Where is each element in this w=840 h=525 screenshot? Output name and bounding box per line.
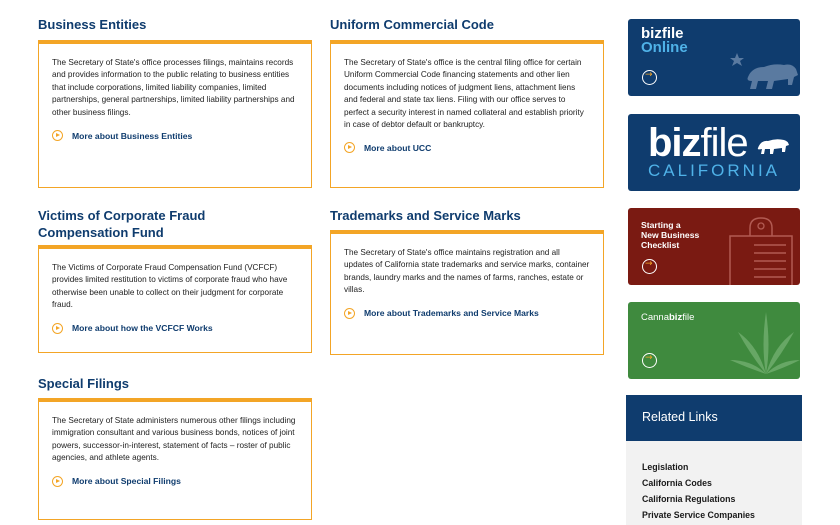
more-trademarks-label: More about Trademarks and Service Marks xyxy=(364,308,539,319)
bizfile-california-word-light: file xyxy=(700,121,748,165)
more-special-filings-label: More about Special Filings xyxy=(72,476,181,487)
more-ucc-label: More about UCC xyxy=(364,142,432,153)
arrow-circle-icon xyxy=(642,353,657,368)
cannabizfile-post: file xyxy=(682,312,695,323)
related-links-list xyxy=(626,441,802,525)
bizfile-online-tile[interactable] xyxy=(628,19,800,96)
ucc-section xyxy=(330,16,494,33)
bizfile-california-tile[interactable] xyxy=(628,114,800,191)
bizfile-california-logo xyxy=(648,122,748,164)
related-link-private-service-companies[interactable]: Private Service Companies xyxy=(642,510,755,520)
arrow-circle-icon xyxy=(642,259,657,274)
more-trademarks-link[interactable] xyxy=(344,308,590,319)
cannabizfile-bold: biz xyxy=(669,312,683,323)
special-filings-section xyxy=(38,375,129,392)
more-business-entities-link[interactable] xyxy=(52,130,298,141)
play-circle-icon xyxy=(344,142,355,153)
checklist-tile[interactable] xyxy=(628,208,800,285)
business-entities-text: The Secretary of State's office processes filings, maintains records and provides information to the public relating to business entities that include corporations, limited liability companies, limited partnerships, general partnerships, limited liability partnerships and other business filings. xyxy=(52,58,295,117)
clipboard-icon xyxy=(726,214,796,285)
vcfcf-section xyxy=(38,207,298,241)
california-bear-icon xyxy=(728,49,800,96)
business-entities-section xyxy=(38,16,146,33)
related-links-heading: Related Links xyxy=(626,395,802,441)
bizfile-california-sub: CALIFORNIA xyxy=(648,161,781,180)
more-special-filings-link[interactable] xyxy=(52,476,298,487)
special-filings-title: Special Filings xyxy=(38,376,130,391)
more-vcfcf-link[interactable] xyxy=(52,323,298,334)
play-circle-icon xyxy=(52,130,63,141)
bear-icon xyxy=(756,136,790,158)
checklist-line2: New Business xyxy=(641,230,700,240)
bizfile-online-logo xyxy=(641,27,688,55)
checklist-line1: Starting a xyxy=(641,220,681,230)
business-entities-card xyxy=(38,44,312,188)
trademarks-text: The Secretary of State's office maintains registration and all updates of California state trademarks and service marks, container brands, laundry marks and the names of farms, ranches, estate or villas. xyxy=(344,248,590,295)
more-vcfcf-label: More about how the VCFCF Works xyxy=(72,323,213,334)
play-circle-icon xyxy=(344,308,355,319)
play-circle-icon xyxy=(52,323,63,334)
bizfile-online-sub: Online xyxy=(641,39,688,56)
related-link-legislation[interactable]: Legislation xyxy=(642,462,689,472)
special-filings-card xyxy=(38,402,312,520)
vcfcf-text: The Victims of Corporate Fraud Compensation Fund (VCFCF) provides limited restitution to victims of corporate fraud who have otherwise been unable to collect on their judgment for corporate fraud. xyxy=(52,263,288,310)
ucc-card xyxy=(330,44,604,188)
bizfile-california-word-bold: biz xyxy=(648,121,701,165)
checklist-line3: Checklist xyxy=(641,240,680,250)
cannabis-leaf-icon xyxy=(728,310,800,379)
cannabizfile-tile[interactable] xyxy=(628,302,800,379)
checklist-title xyxy=(641,220,699,250)
cannabizfile-logo xyxy=(641,312,694,323)
arrow-circle-icon xyxy=(642,70,657,85)
related-link-california-codes[interactable]: California Codes xyxy=(642,478,712,488)
vcfcf-title: Victims of Corporate Fraud Compensation Fund xyxy=(38,208,206,240)
more-ucc-link[interactable] xyxy=(344,142,590,153)
special-filings-text: The Secretary of State administers numerous other filings including immigration consultant and various business bonds, notices of joint powers, successor-in-interest, statement of facts – roster of public agencies, and athlete agents. xyxy=(52,416,296,463)
trademarks-title: Trademarks and Service Marks xyxy=(330,208,521,223)
more-business-entities-label: More about Business Entities xyxy=(72,130,193,141)
play-circle-icon xyxy=(52,476,63,487)
related-link-california-regulations[interactable]: California Regulations xyxy=(642,494,736,504)
bizfile-online-word: bizfile xyxy=(641,25,684,42)
cannabizfile-pre: Canna xyxy=(641,312,669,323)
ucc-title: Uniform Commercial Code xyxy=(330,17,494,32)
business-entities-title: Business Entities xyxy=(38,17,147,32)
vcfcf-card xyxy=(38,249,312,353)
trademarks-card xyxy=(330,234,604,355)
trademarks-section xyxy=(330,207,521,224)
ucc-text: The Secretary of State's office is the central filing office for certain Uniform Commercial Code financing statements and other lien documents including notices of judgment liens, attachment liens and federal and state tax liens. Filing with our office serves to perfect a security interest in named collateral and establish priority in case of debtor default or bankruptcy. xyxy=(344,58,584,130)
